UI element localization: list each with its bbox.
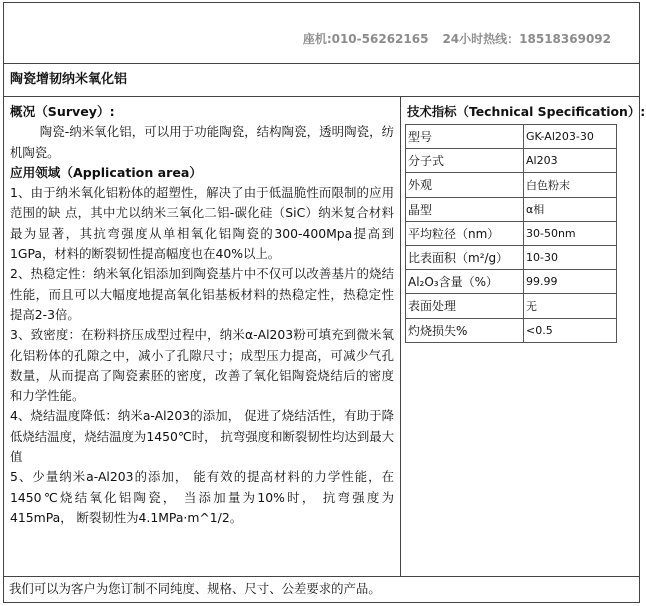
spec-value: 10-30: [524, 245, 617, 269]
spec-value: 30-50nm: [524, 221, 617, 245]
spec-value: 99.99: [524, 270, 617, 294]
spec-key: 表面处理: [406, 294, 524, 318]
application-item-2: 2、热稳定性：纳米氧化铝添加到陶瓷基片中不仅可以改善基片的烧结性能，而且可以大幅度地提高氧化铝基板材料的热稳定性，热稳定性提高2-3倍。: [10, 266, 394, 322]
table-row: [406, 294, 617, 318]
spec-key: 晶型: [406, 197, 524, 221]
spec-key: 灼烧损失%: [406, 318, 524, 342]
spec-key: 平均粒径（nm）: [406, 221, 524, 245]
spec-value: α相: [524, 197, 617, 221]
application-item-1: 1、由于纳米氧化铝粉体的超塑性，解决了由于低温脆性而限制的应用范围的缺 点，其中尤以纳米三氧化二铝-碳化硅（SiC）纳米复合材料最为显著，其抗弯强度从单相氧化铝陶瓷的300-400Mpa提高到1GPa，材料的断裂韧性提高幅度也在40%以上。: [10, 185, 394, 262]
description-panel: [4, 97, 401, 576]
spec-value: 白色粉末: [524, 173, 617, 197]
table-row: [406, 270, 617, 294]
application-heading: 应用领域（Application area）: [10, 164, 203, 180]
table-row: [406, 318, 617, 342]
table-row: [406, 173, 617, 197]
application-item-3: 3、致密度：在粉料挤压成型过程中，纳米α-Al203粉可填充到微米氧化铝粉体的孔隙之中，减小了孔隙尺寸；成型压力提高，可减少气孔数量，从而提高了陶瓷素胚的密度，改善了氧化铝陶瓷烧结后的密度和力学性能。: [10, 327, 394, 404]
contact-info: [303, 30, 611, 47]
phone-number: 座机:010-56262165: [302, 32, 429, 46]
spec-key: 外观: [406, 173, 524, 197]
spec-value: <0.5: [524, 318, 617, 342]
spec-value: GK-Al203-30: [524, 125, 617, 149]
footer-note: 我们可以为客户为您订制不同纯度、规格、尺寸、公差要求的产品。: [4, 576, 639, 602]
product-title: 陶瓷增韧纳米氧化铝: [4, 63, 639, 97]
spec-value: 无: [524, 294, 617, 318]
spec-key: 分子式: [406, 149, 524, 173]
overview-text: 陶瓷-纳米氧化铝，可以用于功能陶瓷，结构陶瓷，透明陶瓷，纺机陶瓷。: [10, 124, 394, 160]
application-item-5: 5、少量纳米a-Al203的添加， 能有效的提高材料的力学性能，在1450℃烧结氧化铝陶瓷， 当添加量为10%时， 抗弯强度为415mPa， 断裂韧性为4.1MPa·m^1/2。: [10, 469, 394, 525]
overview-heading: 概况（Survey）:: [10, 104, 115, 119]
spec-key: 型号: [406, 125, 524, 149]
table-row: [406, 245, 617, 269]
product-sheet: [3, 2, 646, 603]
spec-table: [405, 124, 617, 343]
hotline-number: 24小时热线：18518369092: [442, 32, 611, 46]
table-row: [406, 125, 617, 149]
table-row: [406, 197, 617, 221]
spec-key: Al₂O₃含量（%）: [406, 270, 524, 294]
application-item-4: 4、烧结温度降低：纳米a-Al203的添加， 促进了烧结活性，有助于降低烧结温度，烧结温度为1450℃时， 抗弯强度和断裂韧性均达到最大值: [10, 408, 394, 465]
spec-heading: 技术指标（Technical Specification）:: [407, 104, 646, 119]
table-row: [406, 149, 617, 173]
spec-panel: [401, 97, 646, 576]
table-row: [406, 221, 617, 245]
spec-value: Al203: [524, 149, 617, 173]
spec-key: 比表面积（m²/g）: [406, 245, 524, 269]
